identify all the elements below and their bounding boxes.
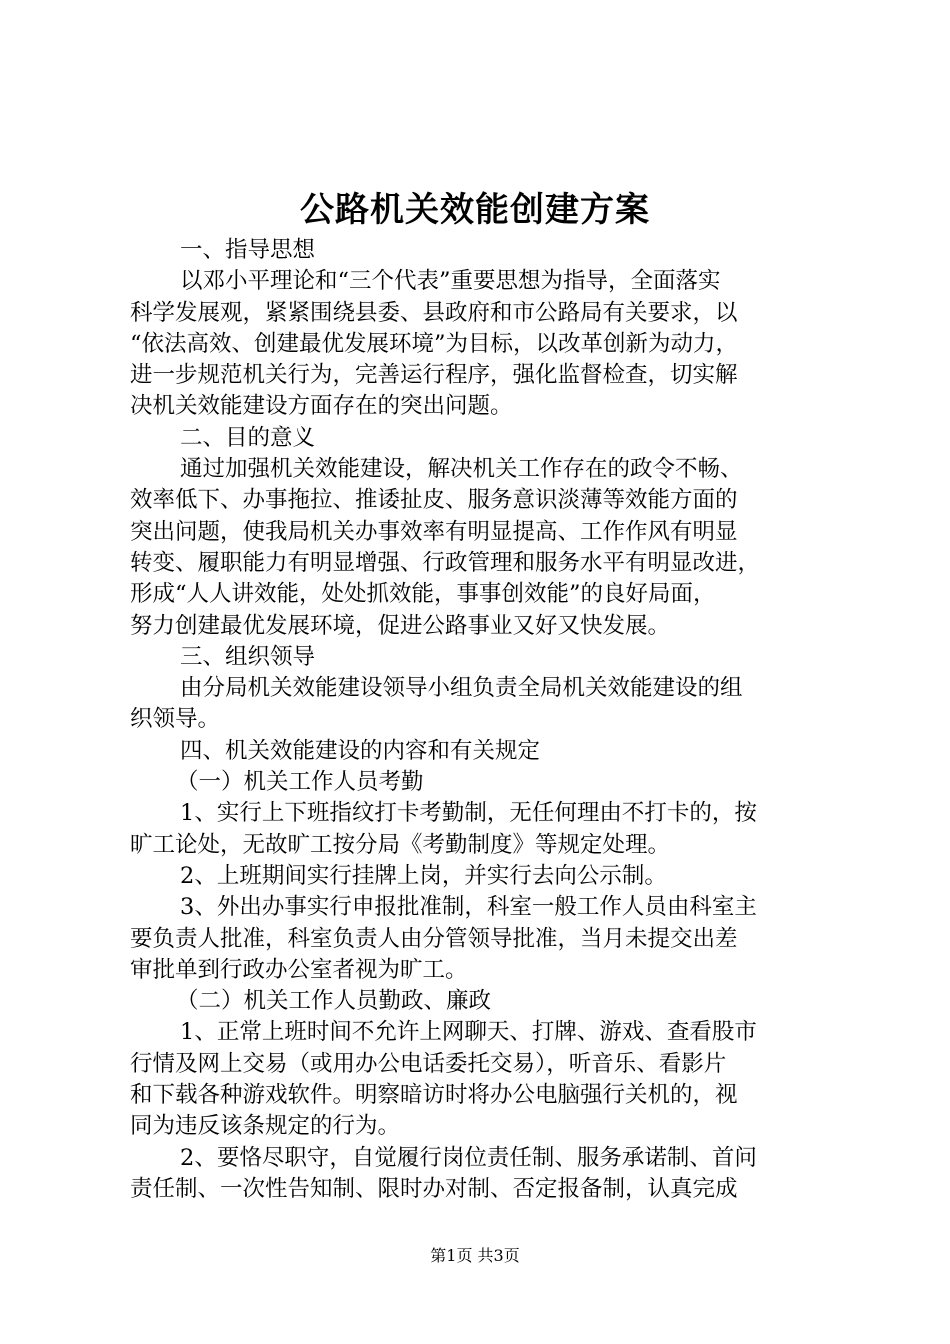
- paragraph-line: 2、要恪尽职守，自觉履行岗位责任制、服务承诺制、首问: [180, 1144, 757, 1171]
- paragraph-line: 责任制、一次性告知制、限时办对制、否定报备制，认真完成: [130, 1175, 738, 1202]
- paragraph-line: “依法高效、创建最优发展环境”为目标，以改革创新为动力，: [130, 330, 739, 357]
- paragraph-line: 进一步规范机关行为，完善运行程序，强化监督检查，切实解: [130, 362, 738, 389]
- paragraph-line: 2、上班期间实行挂牌上岗，并实行去向公示制。: [180, 862, 667, 889]
- paragraph-line: 行情及网上交易（或用办公电话委托交易），听音乐、看影片: [130, 1050, 727, 1077]
- paragraph-line: 通过加强机关效能建设，解决机关工作存在的政令不畅、: [180, 456, 743, 483]
- paragraph-line: 突出问题，使我局机关办事效率有明显提高、工作作风有明显: [130, 518, 738, 545]
- section-heading: 一、指导思想: [180, 237, 316, 263]
- document-title: 公路机关效能创建方案: [300, 190, 650, 230]
- section-heading: 二、目的意义: [180, 424, 316, 451]
- paragraph-line: 织领导。: [130, 706, 221, 733]
- paragraph-line: 努力创建最优发展环境，促进公路事业又好又快发展。: [130, 612, 671, 639]
- section-heading: 四、机关效能建设的内容和有关规定: [180, 737, 541, 764]
- paragraph-line: 1、实行上下班指纹打卡考勤制，无任何理由不打卡的，按: [180, 800, 757, 827]
- document-body: [130, 235, 830, 1205]
- paragraph-line: 转变、履职能力有明显增强、行政管理和服务水平有明显改进，: [130, 549, 761, 576]
- paragraph-line: 和下载各种游戏软件。明察暗访时将办公电脑强行关机的，视: [130, 1082, 738, 1109]
- paragraph-line: 旷工论处，无故旷工按分局《考勤制度》等规定处理。: [130, 831, 671, 858]
- section-heading: 三、组织领导: [180, 643, 316, 670]
- subsection-heading: （二）机关工作人员勤政、廉政: [176, 988, 492, 1015]
- paragraph-line: 审批单到行政办公室者视为旷工。: [130, 956, 468, 983]
- paragraph-line: 要负责人批准，科室负责人由分管领导批准，当月未提交出差: [130, 925, 738, 952]
- paragraph-line: 由分局机关效能建设领导小组负责全局机关效能建设的组: [180, 675, 743, 702]
- paragraph-line: 3、外出办事实行申报批准制，科室一般工作人员由科室主: [180, 894, 757, 921]
- page-footer: 第1页 共3页: [430, 1246, 520, 1265]
- paragraph-line: 决机关效能建设方面存在的突出问题。: [130, 393, 513, 420]
- paragraph-line: 1、正常上班时间不允许上网聊天、打牌、游戏、查看股市: [180, 1019, 757, 1046]
- subsection-heading: （一）机关工作人员考勤: [176, 769, 424, 796]
- paragraph-line: 形成“人人讲效能，处处抓效能，事事创效能”的良好局面，: [130, 581, 716, 608]
- paragraph-line: 科学发展观，紧紧围绕县委、县政府和市公路局有关要求，以: [130, 299, 738, 326]
- paragraph-line: 效率低下、办事拖拉、推诿扯皮、服务意识淡薄等效能方面的: [130, 487, 738, 514]
- paragraph-line: 同为违反该条规定的行为。: [130, 1113, 401, 1140]
- paragraph-line: 以邓小平理论和“三个代表”重要思想为指导，全面落实: [180, 268, 721, 295]
